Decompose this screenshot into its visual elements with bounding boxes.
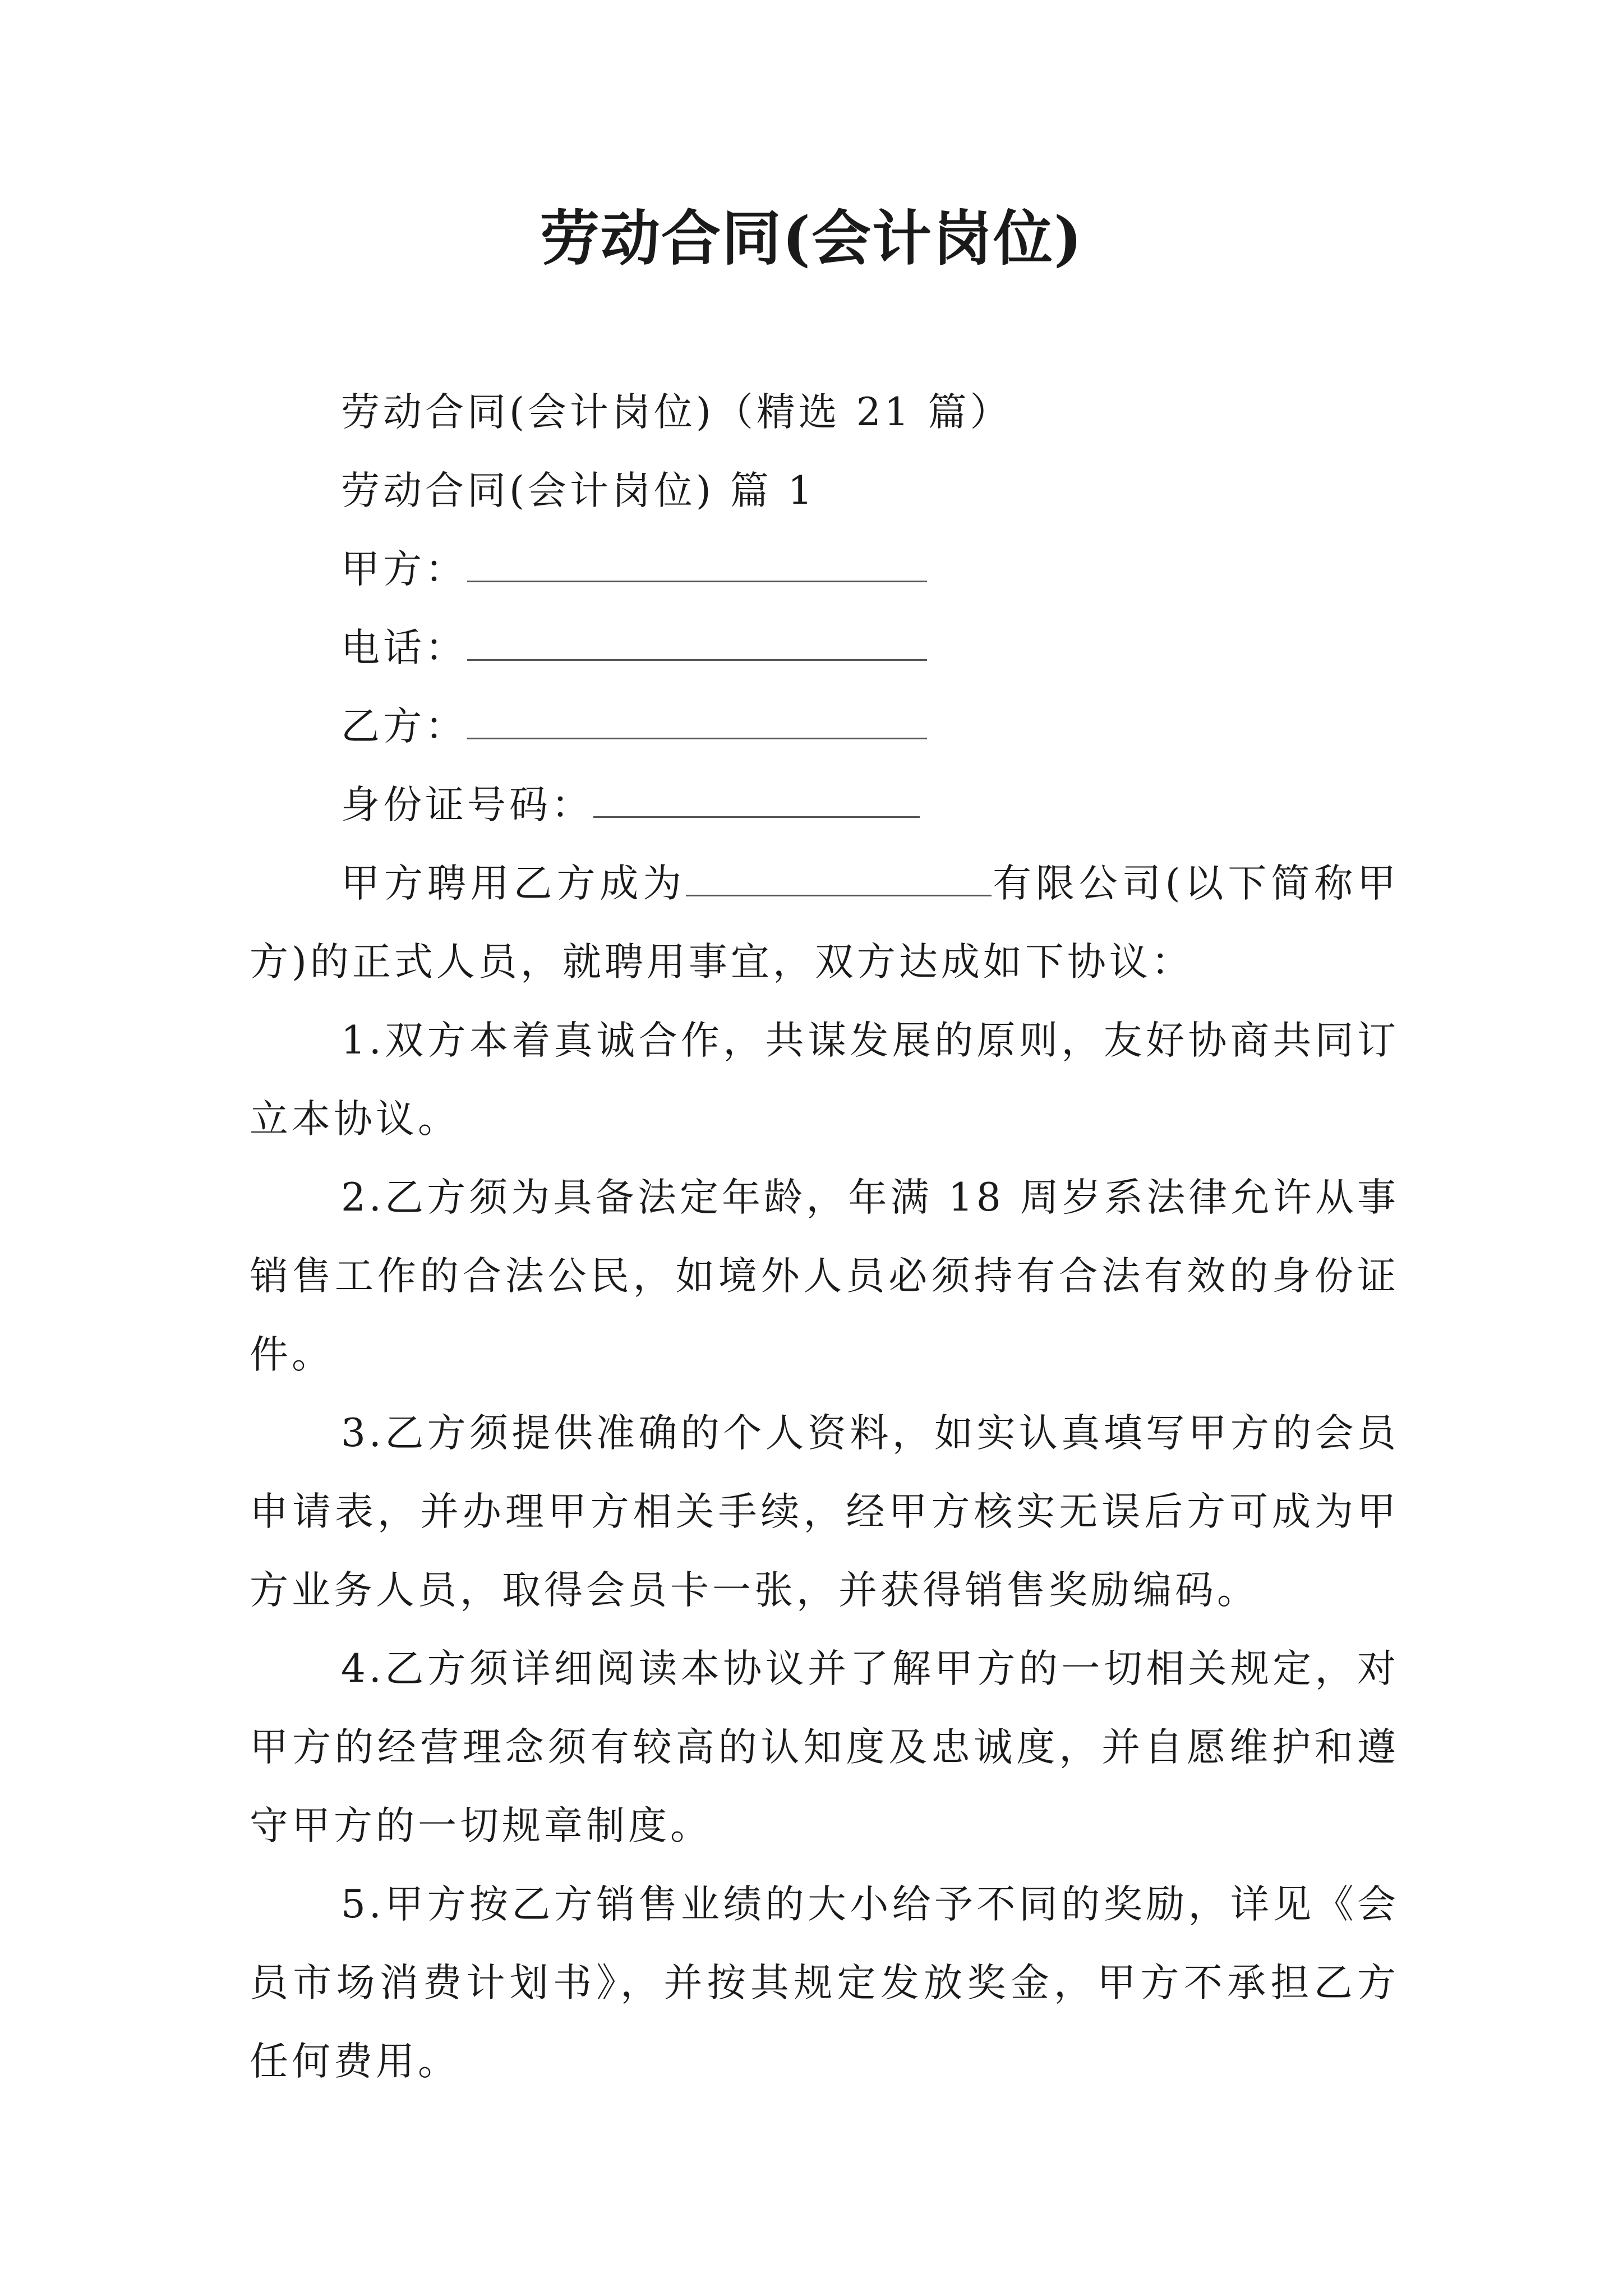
phone-blank	[467, 624, 927, 661]
party-a-label: 甲方：	[341, 547, 467, 592]
document-subtitle: 劳动合同(会计岗位)（精选 21 篇）	[341, 390, 1012, 435]
phone-label: 电话：	[341, 625, 467, 670]
party-b-blank	[467, 703, 927, 739]
intro-paragraph	[250, 844, 1399, 1001]
document-title: 劳动合同(会计岗位)	[540, 203, 1083, 273]
clause-2: 2.乙方须为具备法定年龄，年满 18 周岁系法律允许从事销售工作的合法公民，如境外人员必须持有合法有效的身份证件。	[250, 1175, 1399, 1377]
company-name-blank	[686, 860, 992, 896]
id-number-blank	[593, 781, 920, 818]
clause-3: 3.乙方须提供准确的个人资料，如实认真填写甲方的会员申请表，并办理甲方相关手续，经甲方核实无误后方可成为甲方业务人员，取得会员卡一张，并获得销售奖励编码。	[250, 1411, 1399, 1613]
intro-after-blank: 有限公司(以下简称甲方)的正式人员，就聘用事宜，双方达成如下协议：	[250, 861, 1400, 984]
party-b-field	[250, 687, 1399, 766]
section-heading: 劳动合同(会计岗位) 篇 1	[341, 468, 816, 513]
clause-5: 5.甲方按乙方销售业绩的大小给予不同的奖励，详见《会员市场消费计划书》，并按其规定发放奖金，甲方不承担乙方任何费用。	[250, 1882, 1399, 2084]
document-body	[250, 373, 1399, 2101]
id-number-field	[250, 766, 1399, 844]
party-a-blank	[467, 546, 927, 582]
intro-before-blank: 甲方聘用乙方成为	[341, 861, 686, 906]
clause-4: 4.乙方须详细阅读本协议并了解甲方的一切相关规定，对甲方的经营理念须有较高的认知度及忠诚度，并自愿维护和遵守甲方的一切规章制度。	[250, 1646, 1399, 1848]
party-a-field	[250, 530, 1399, 609]
clause-1: 1.双方本着真诚合作，共谋发展的原则，友好协商共同订立本协议。	[250, 1018, 1399, 1142]
phone-field	[250, 609, 1399, 687]
id-number-label: 身份证号码：	[341, 783, 593, 827]
party-b-label: 乙方：	[341, 704, 467, 749]
